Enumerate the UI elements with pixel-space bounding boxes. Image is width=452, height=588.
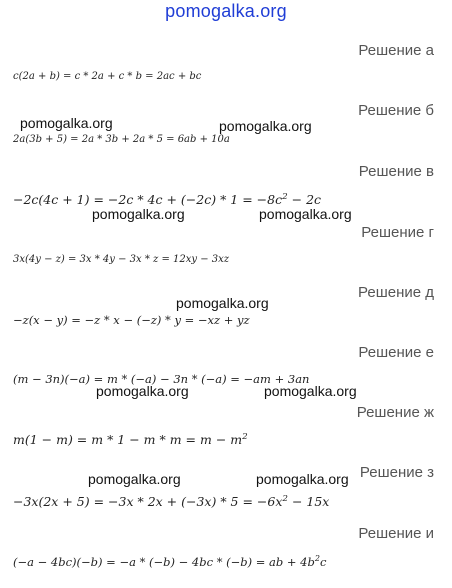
formula-exponent-z: 2 — [282, 493, 288, 504]
solution-formula-zh — [13, 432, 248, 447]
solution-heading-i: Решение и — [358, 525, 434, 542]
watermark-text: pomogalka.org — [264, 383, 357, 399]
solution-heading-d: Решение д — [358, 284, 434, 301]
solution-heading-z: Решение з — [359, 464, 434, 481]
formula-exponent-zh: 2 — [242, 431, 248, 442]
solution-heading-a: Решение а — [358, 42, 434, 59]
solution-formula-e: (m − 3n)(−a) = m * (−a) − 3n * (−a) = −am + 3an — [13, 372, 310, 386]
watermark-text: pomogalka.org — [20, 115, 113, 131]
solution-formula-b: 2a(3b + 5) = 2a * 3b + 2a * 5 = 6ab + 10a — [13, 134, 230, 145]
watermark-text: pomogalka.org — [92, 206, 185, 222]
solution-heading-zh: Решение ж — [356, 404, 434, 421]
solution-heading-b: Решение б — [358, 102, 434, 119]
watermark-text: pomogalka.org — [88, 471, 181, 487]
solution-formula-z — [13, 494, 329, 509]
solution-formula-g: 3x(4y − z) = 3x * 4y − 3x * z = 12xy − 3xz — [13, 254, 230, 265]
formula-exponent-i: 2 — [314, 554, 320, 564]
solution-formula-v — [13, 192, 321, 207]
formula-exponent-v: 2 — [282, 191, 288, 202]
formula-tail-i: c — [319, 555, 327, 569]
formula-tail-v: − 2c — [287, 192, 322, 207]
watermark-text: pomogalka.org — [256, 471, 349, 487]
site-header-link[interactable]: pomogalka.org — [165, 1, 287, 21]
solution-heading-e: Решение е — [358, 344, 434, 361]
formula-main-z: −3x(2x + 5) = −3x * 2x + (−3x) * 5 = −6x — [13, 494, 283, 509]
solution-formula-a: c(2a + b) = c * 2a + c * b = 2ac + bc — [13, 71, 202, 82]
formula-main-i: (−a − 4bc)(−b) = −a * (−b) − 4bc * (−b) = ab + 4b — [13, 555, 315, 569]
formula-main-v: −2c(4c + 1) = −2c * 4c + (−2c) * 1 = −8c — [13, 192, 283, 207]
watermark-text: pomogalka.org — [96, 383, 189, 399]
watermark-text: pomogalka.org — [259, 206, 352, 222]
formula-tail-z: − 15x — [287, 494, 330, 509]
solution-heading-g: Решение г — [361, 224, 434, 241]
solution-heading-v: Решение в — [358, 163, 434, 180]
solution-formula-i — [13, 555, 326, 569]
watermark-text: pomogalka.org — [219, 118, 312, 134]
solution-formula-d: −z(x − y) = −z * x − (−z) * y = −xz + yz — [13, 313, 250, 327]
watermark-text: pomogalka.org — [176, 295, 269, 311]
formula-main-zh: m(1 − m) = m * 1 − m * m = m − m — [13, 432, 243, 447]
